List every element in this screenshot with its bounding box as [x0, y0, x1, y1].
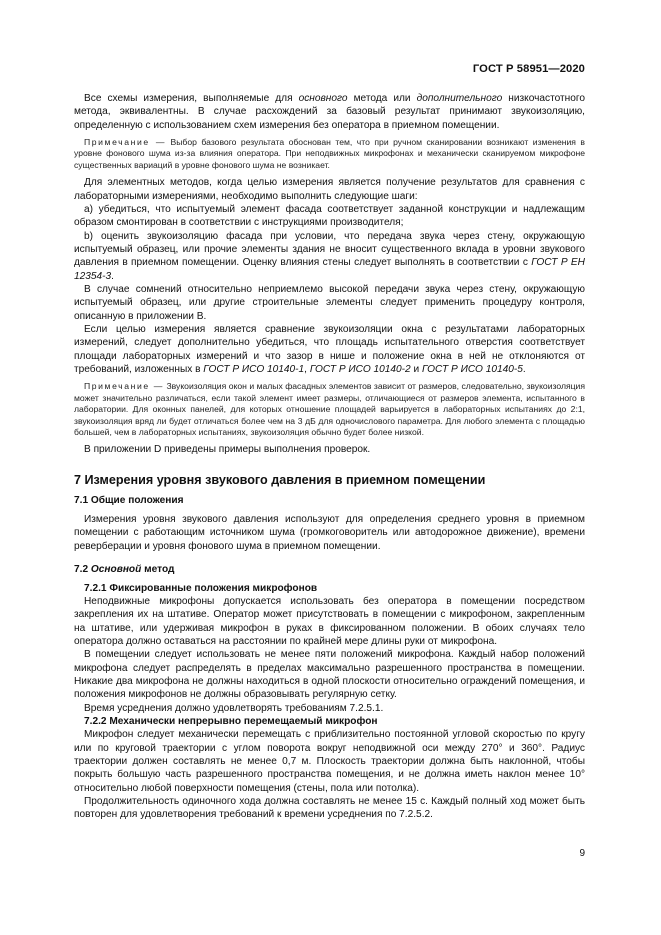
- page-number: 9: [579, 848, 585, 859]
- subsection-7-1-title: 7.1 Общие положения: [74, 494, 184, 506]
- document-header: ГОСТ Р 58951—2020: [472, 63, 585, 75]
- paragraph-fixed-mics-1: Неподвижные микрофоны допускается использовать без оператора в помещении посредством закрепления их на штативе. Оператор может присутствовать в помещении с микрофоном, закрепленным на штативе, или удерживая микрофон в руках в фиксированном положении. В обоих случаях тело оператора должно оставаться на расстоянии по крайней мере длины руки от микрофона.: [74, 595, 585, 647]
- paragraph-schemes: Все схемы измерения, выполняемые для основного метода или дополнительного низкочастотного метода, эквивалентны. В случае расхождений за базовый результат принимают звукоизоляцию, определенную с использованием схем измерения без оператора в приемном помещении.: [74, 93, 585, 131]
- list-item-a: a) убедиться, что испытуемый элемент фасада соответствует заданной конструкции и надлежащим образом смонтирован в соответствии с инструкциями производителя;: [74, 203, 585, 229]
- note-1: Примечание — Выбор базового результата обоснован тем, что при ручном сканировании возникают изменения в уровне фонового шума из-за влияния оператора. При неподвижных микрофонах и механически сканируемом микрофоне существенных вариаций в уровне фонового шума не возникает.: [74, 137, 585, 170]
- section-title: 7 Измерения уровня звукового давления в приемном помещении: [74, 472, 486, 487]
- subsection-7-2-2-title: 7.2.2 Механически непрерывно перемещаемый микрофон: [84, 715, 378, 727]
- paragraph-element-methods: Для элементных методов, когда целью измерения является получение результатов для сравнения с лабораторными измерениями, необходимо выполнить следующие шаги:: [74, 177, 585, 202]
- document-body: [74, 92, 585, 822]
- paragraph-fixed-mics-2: В помещении следует использовать не менее пяти положений микрофона. Каждый набор положений микрофона следует распределять в пределах максимально разрешенного пространства в помещении. Никакие два микрофона не должны находиться в одной плоскости относительно ограждений помещения, и положения микрофонов не должны образовывать регулярную сетку.: [74, 649, 585, 701]
- paragraph-appendix-d: В приложении D приведены примеры выполнения проверок.: [84, 444, 371, 456]
- paragraph-window-comparison: Если целью измерения является сравнение звукоизоляции окна с результатами лабораторных измерений, следует дополнительно убедиться, что площадь испытательного отверстия соответствует площади лабораторных измерений и что зазор в нише и положение окна в ней не отклоняются от требований, изложенных в ГОСТ Р ИСО 10140-1, ГОСТ Р ИСО 10140-2 и ГОСТ Р ИСО 10140-5.: [74, 324, 585, 376]
- paragraph-fixed-mics-3: Время усреднения должно удовлетворять требованиям 7.2.5.1.: [84, 702, 384, 714]
- paragraph-doubts: В случае сомнений относительно неприемлемо высокой передачи звука через стену, окружающую испытуемый образец, или другие строительные элементы следует применить процедуру контроля, описанную в приложении B.: [74, 284, 585, 322]
- subsection-7-2-title: 7.2 Основной метод: [74, 564, 175, 576]
- paragraph-moving-mic-2: Продолжительность одиночного хода должна составлять не менее 15 с. Каждый полный ход может быть повторен для удовлетворения требований к времени усреднения по 7.2.5.2.: [74, 796, 585, 821]
- note-2: Примечание — Звукоизоляция окон и малых фасадных элементов зависит от размеров, следовательно, звукоизоляция может значительно различаться, если такой элемент имеет размеры, отличающиеся от размеров элемента, испытанного в лаборатории. Для оконных панелей, для которых отношение площадей варьируется в лабораторных испытаниях до 2:1, звукоизоляция вряд ли будет отличаться более чем на 3 дБ для одночислового параметра. Для любого элемента с площадью большей, чем в лабораторных испытаниях, звукоизоляция обычно будет более низкой.: [74, 381, 585, 438]
- list-item-b: b) оценить звукоизоляцию фасада при условии, что передача звука через стену, окружающую испытуемый образец, или прочие элементы здания не вносит существенного вклада в уровни звукового давления в приемном помещении. Оценку влияния стены следует выполнять в соответствии с ГОСТ Р ЕН 12354-3.: [74, 230, 585, 282]
- paragraph-moving-mic-1: Микрофон следует механически перемещать с приблизительно постоянной угловой скоростью по кругу или по круговой траектории с углом поворота вокруг неподвижной оси между 270° и 360°. Радиус траектории должен составлять не менее 0,7 м. Плоскость траектории должна быть наклонной, чтобы покрыть большую часть разрешенного пространства помещения, и не должна иметь наклон менее 10° относительно любой поверхности помещения (стены, пола или потолка).: [74, 729, 585, 794]
- subsection-7-2-1-title: 7.2.1 Фиксированные положения микрофонов: [84, 582, 318, 594]
- subsection-7-1-text: Измерения уровня звукового давления используют для определения среднего уровня в приемном помещении с работающим источником шума (громкоговоритель или автодорожное движение), времени реверберации и уровня фонового шума в приемном помещении.: [74, 514, 585, 552]
